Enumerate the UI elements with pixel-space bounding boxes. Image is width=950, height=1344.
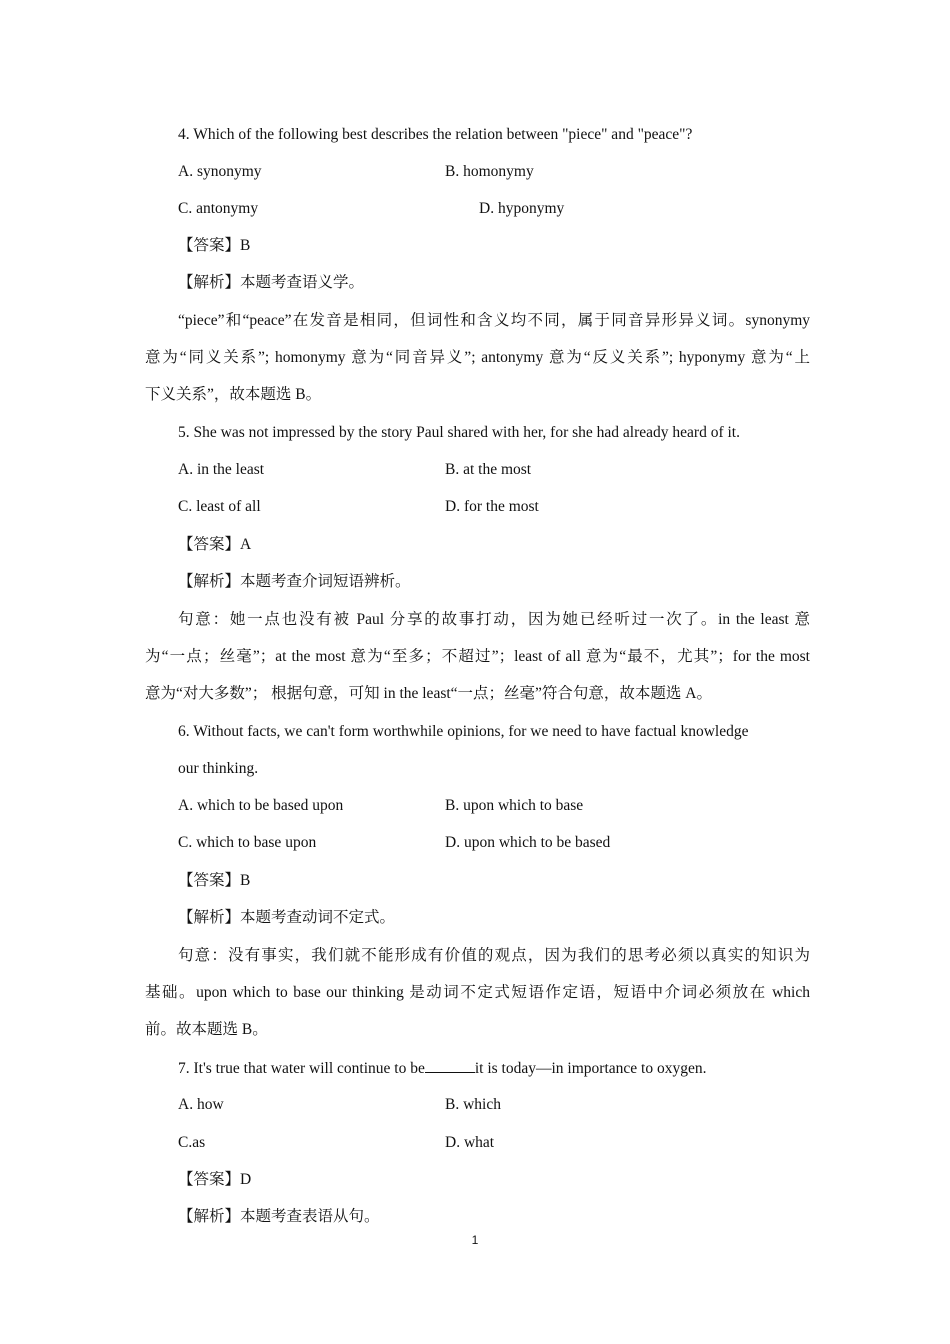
q7-blank (425, 1058, 475, 1073)
q6-analysis-title: 【解析】本题考查动词不定式。 (178, 909, 396, 926)
q6-stem: 6. Without facts, we can't form worthwhile opinions, for we need to have factual knowledge (178, 723, 749, 740)
q6-option-a: A. which to be based upon (178, 797, 344, 814)
q4-analysis-line: 意为“同义关系”; homonymy 意为“同音异义”; antonymy 意为“反义关系”; hyponymy 意为“上 (145, 349, 810, 366)
q7-answer: 【答案】D (178, 1171, 252, 1188)
q4-option-d: D. hyponymy (479, 200, 565, 217)
q6-analysis-line: 前。故本题选 B。 (145, 1021, 268, 1038)
q6-option-c: C. which to base upon (178, 834, 317, 851)
q4-option-a: A. synonymy (178, 163, 262, 180)
q4-stem: 4. Which of the following best describes the relation between "piece" and "peace"? (178, 126, 693, 143)
q6-analysis-line: 基础。upon which to base our thinking 是动词不定式短语作定语，短语中介词必须放在 which (145, 984, 810, 1001)
q4-analysis-line: 下义关系”，故本题选 B。 (145, 386, 322, 403)
q4-analysis-title: 【解析】本题考查语义学。 (178, 274, 365, 291)
q6-analysis-line: 句意：没有事实，我们就不能形成有价值的观点，因为我们的思考必须以真实的知识为 (178, 947, 810, 964)
q4-analysis-line: “piece”和“peace”在发音是相同，但词性和含义均不同，属于同音异形异义词。synonymy (178, 312, 810, 329)
q5-option-b: B. at the most (445, 461, 532, 478)
q5-option-a: A. in the least (178, 461, 265, 478)
q6-option-b: B. upon which to base (445, 797, 584, 814)
q5-analysis-line: 为“一点；丝毫”；at the most 意为“至多；不超过”；least of all 意为“最不，尤其”；for the most (145, 648, 810, 665)
q5-analysis-line: 句意：她一点也没有被 Paul 分享的故事打动，因为她已经听过一次了。in the least 意 (178, 611, 810, 628)
q5-analysis-line: 意为“对大多数”； 根据句意，可知 in the least“一点；丝毫”符合句意，故本题选 A。 (145, 685, 712, 702)
q7-stem (178, 1058, 706, 1079)
q6-stem-continued: our thinking. (178, 760, 259, 777)
page-number: 1 (471, 1233, 479, 1247)
q7-stem-after: it is today—in importance to oxygen. (474, 1060, 707, 1077)
q5-stem: 5. She was not impressed by the story Paul shared with her, for she had already heard of it. (178, 424, 740, 441)
q4-option-c: C. antonymy (178, 200, 259, 217)
q5-analysis-title: 【解析】本题考查介词短语辨析。 (178, 573, 411, 590)
q7-option-a: A. how (178, 1096, 224, 1113)
q7-analysis-title: 【解析】本题考查表语从句。 (178, 1208, 380, 1225)
q7-option-b: B. which (445, 1096, 501, 1113)
q7-stem-before: 7. It's true that water will continue to be (178, 1060, 425, 1077)
q7-option-d: D. what (445, 1134, 495, 1151)
q4-option-b: B. homonymy (445, 163, 534, 180)
q6-option-d: D. upon which to be based (445, 834, 611, 851)
q5-answer: 【答案】A (178, 536, 252, 553)
q7-option-c: C.as (178, 1134, 206, 1151)
q5-option-c: C. least of all (178, 498, 261, 515)
q5-option-d: D. for the most (445, 498, 539, 515)
q6-answer: 【答案】B (178, 872, 251, 889)
q4-answer: 【答案】B (178, 237, 251, 254)
